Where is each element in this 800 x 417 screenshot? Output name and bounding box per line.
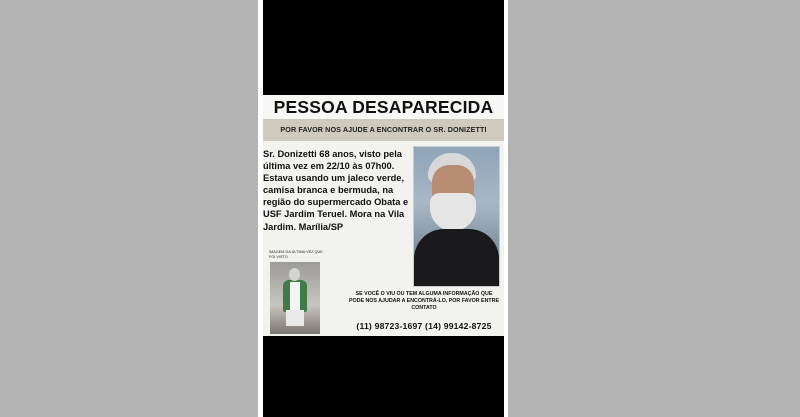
poster-subtitle: POR FAVOR NOS AJUDE A ENCONTRAR O SR. DONIZETTI	[263, 119, 504, 141]
poster-title: PESSOA DESAPARECIDA	[263, 95, 504, 119]
portrait-photo	[413, 146, 500, 287]
portrait-shirt	[414, 229, 499, 286]
head	[289, 268, 300, 281]
contact-appeal: SE VOCÊ O VIU OU TEM ALGUMA INFORMAÇÃO QUE PODE NOS AJUDAR A ENCONTRÁ-LO, POR FAVOR ENTRE CONTATO	[349, 291, 499, 311]
person-description: Sr. Donizetti 68 anos, visto pela última vez em 22/10 às 07h00. Estava usando um jaleco verde, camisa branca e bermuda, na região do supermercado Obata e USF Jardim Teruel. Mora na Vila Jardim. Marília/SP	[263, 149, 409, 232]
white-shirt	[290, 282, 300, 312]
missing-person-poster	[263, 0, 504, 417]
contact-phones: (11) 98723-1697 (14) 99142-8725	[356, 321, 492, 331]
last-seen-caption: IMAGEM DA ÚLTIMA VEZ QUE FOI VISTO	[269, 250, 323, 259]
poster-content	[263, 95, 504, 336]
shorts	[286, 310, 304, 326]
portrait-beard	[430, 193, 476, 231]
last-seen-photo	[270, 262, 320, 334]
